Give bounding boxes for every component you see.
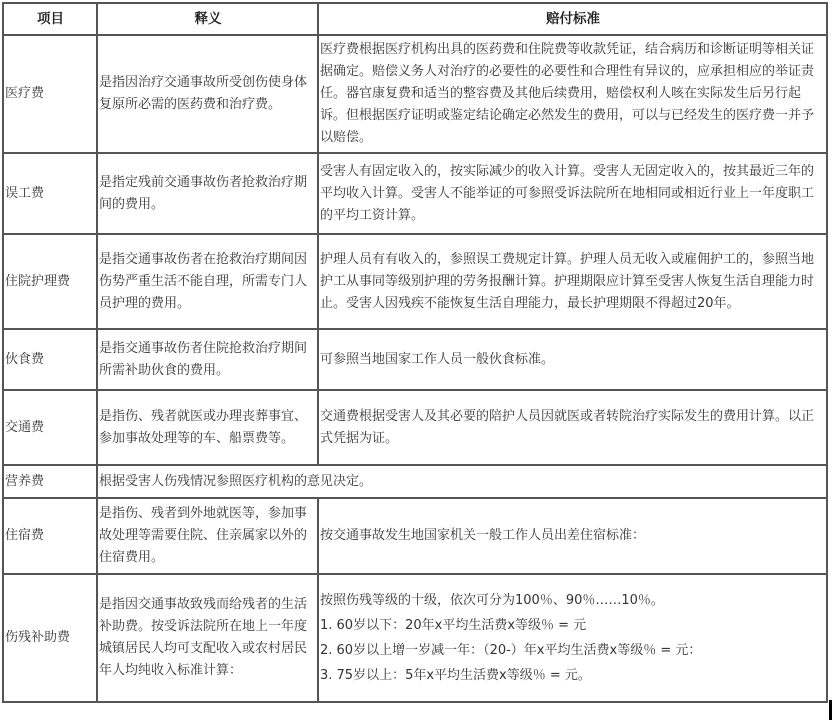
header-standard: 赔付标准: [318, 3, 827, 35]
standard-cell: [318, 574, 827, 702]
item-cell: 交通费: [3, 390, 97, 465]
standard-line: 1. 60岁以下：20年x平均生活费x等级％ = 元: [320, 617, 587, 633]
compensation-table: [2, 2, 828, 703]
header-definition: 释义: [97, 3, 318, 35]
table-row: [3, 390, 827, 465]
item-cell: 住宿费: [3, 498, 97, 574]
standard-line: 2. 60岁以上增一岁减一年：（20-）年x平均生活费x等级％ = 元：: [320, 642, 702, 658]
table-row: [3, 234, 827, 329]
standard-cell: 交通费根据受害人及其必要的陪护人员因就医或者转院治疗实际发生的费用计算。以正式凭据为证。: [318, 390, 827, 465]
standard-cell: 医疗费根据医疗机构出具的医药费和住院费等收款凭证，结合病历和诊断证明等相关证据确定。赔偿义务人对治疗的必要性的必要性和合理性有异议的，应承担相应的举证责任。器官康复费和适当的整容费及其他后续费用，赔偿权利人咳在实际发生后另行起诉。但根据医疗证明或鉴定结论确定必然发生的费用，可以与已经发生的医疗费一并予以赔偿。: [318, 35, 827, 153]
definition-cell: 是指因交通事故致残而给残者的生活补助费。按受诉法院所在地上一年度城镇居民人均可支配收入或农村居民年人均纯收入标准计算：: [97, 574, 318, 702]
table-row: [3, 329, 827, 390]
table-header-row: [3, 3, 827, 35]
standard-line: 按照伤残等级的十级，依次可分为100％、90％……10％。: [320, 592, 664, 608]
definition-cell: 是指伤、残者到外地就医等，参加事故处理等需要住院、住亲属家以外的住宿费用。: [97, 498, 318, 574]
header-item: 项目: [3, 3, 97, 35]
definition-cell: 是指伤、残者就医或办理丧葬事宜、参加事故处理等的车、船票费等。: [97, 390, 318, 465]
item-cell: 伙食费: [3, 329, 97, 390]
item-cell: 医疗费: [3, 35, 97, 153]
table-row: [3, 498, 827, 574]
standard-cell: 可参照当地国家工作人员一般伙食标准。: [318, 329, 827, 390]
standard-line: 3. 75岁以上：5年x平均生活费x等级％ = 元。: [320, 667, 591, 683]
definition-cell: 是指交通事故伤者在抢救治疗期间因伤势严重生活不能自理，所需专门人员护理的费用。: [97, 234, 318, 329]
table-row: [3, 35, 827, 153]
text-cursor-bar: [829, 700, 832, 720]
standard-cell: 按交通事故发生地国家机关一般工作人员出差住宿标准：: [318, 498, 827, 574]
definition-cell: 是指因治疗交通事故所受创伤使身体复原所必需的医药费和治疗费。: [97, 35, 318, 153]
item-cell: 住院护理费: [3, 234, 97, 329]
definition-cell: 是指交通事故伤者住院抢救治疗期间所需补助伙食的费用。: [97, 329, 318, 390]
standard-cell: 护理人员有有收入的，参照误工费规定计算。护理人员无收入或雇佣护工的，参照当地护工从事同等级别护理的劳务报酬计算。护理期限应计算至受害人恢复生活自理能力时止。受害人因残疾不能恢复生活自理能力，最长护理期限不得超过20年。: [318, 234, 827, 329]
definition-cell: 是指定残前交通事故伤者抢救治疗期间的费用。: [97, 153, 318, 234]
item-cell: 误工费: [3, 153, 97, 234]
table-row: [3, 574, 827, 702]
merged-standard-cell: 根据受害人伤残情况参照医疗机构的意见决定。: [97, 465, 827, 498]
table-row: [3, 153, 827, 234]
standard-cell: 受害人有固定收入的，按实际减少的收入计算。受害人无固定收入的，按其最近三年的平均收入计算。受害人不能举证的可参照受诉法院所在地相同或相近行业上一年度职工的平均工资计算。: [318, 153, 827, 234]
table-row: [3, 465, 827, 498]
item-cell: 营养费: [3, 465, 97, 498]
item-cell: 伤残补助费: [3, 574, 97, 702]
